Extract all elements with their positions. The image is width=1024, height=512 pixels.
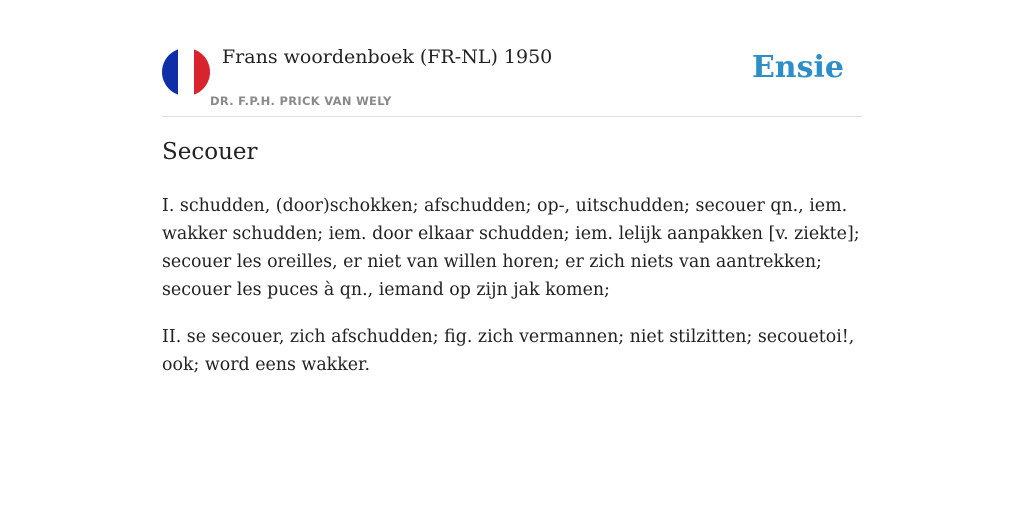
entry-definitions [162,192,862,398]
entry-headword: Secouer [162,139,258,165]
definition-paragraph-1: I. schudden, (door)schokken; afschudden; op-, uitschudden; secouer qn., iem. wakker schudden; iem. door elkaar schudden; iem. lelijk aanpakken [v. ziekte]; secouer les oreilles, er niet van willen horen; er zich niets van aantrekken; secouer les puces à qn., iemand op zijn jak komen; [162,196,860,300]
flag-band-white [178,48,194,96]
definition-paragraph-2: II. se secouer, zich afschudden; fig. zich vermannen; niet stilzitten; secouetoi!, ook; word eens wakker. [162,327,855,375]
ensie-logo[interactable]: Ensie [751,50,844,85]
dictionary-header [162,40,862,117]
dictionary-title[interactable]: Frans woordenboek (FR-NL) 1950 [222,46,553,68]
flag-band-red [194,48,210,96]
flag-band-blue [162,48,178,96]
dictionary-author: DR. F.P.H. PRICK VAN WELY [210,94,392,108]
france-flag-icon [162,48,210,96]
